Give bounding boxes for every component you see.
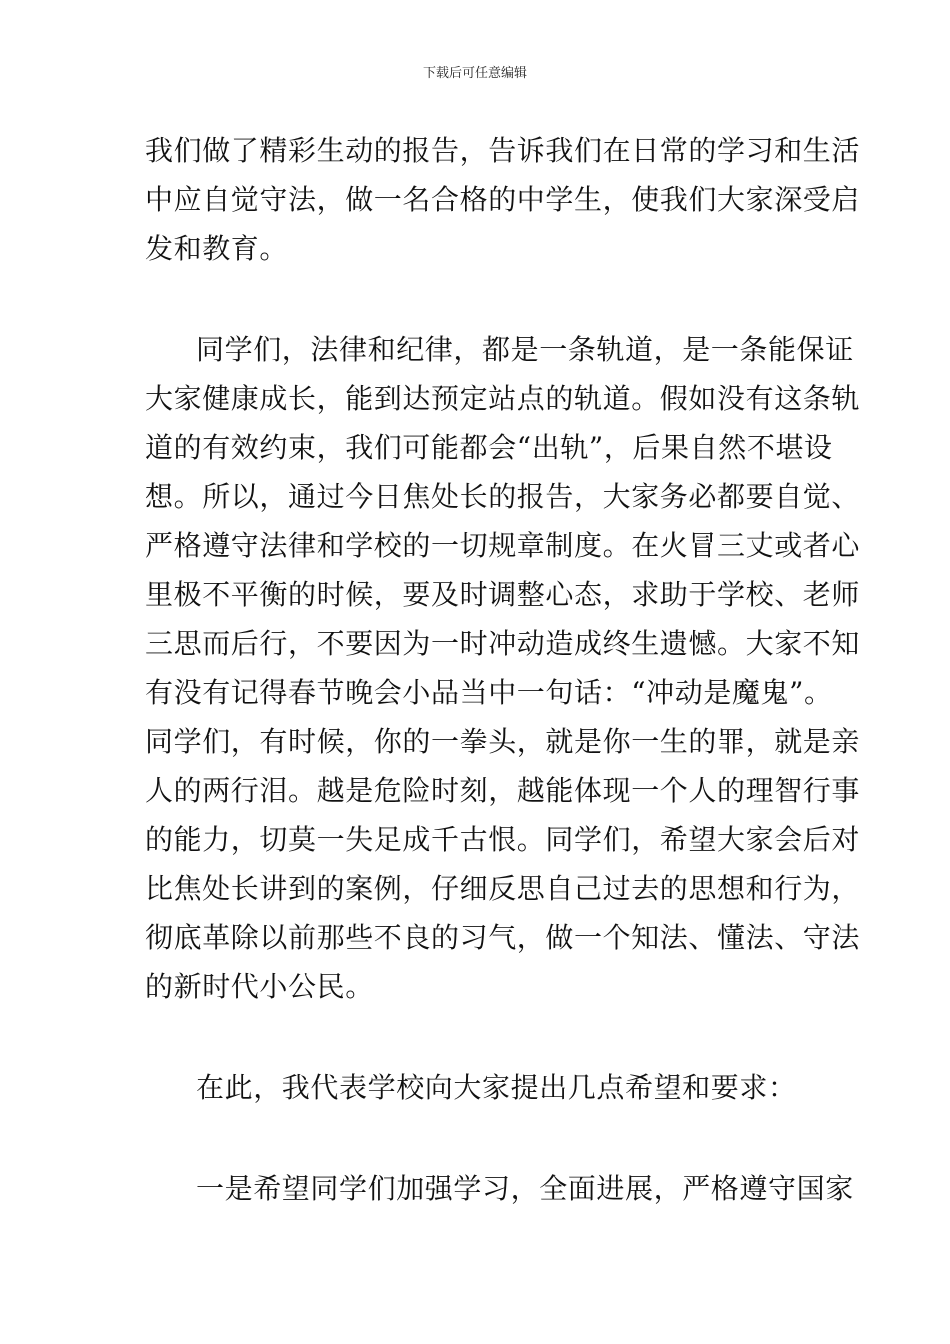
paragraph-2-line-5: 严格遵守法律和学校的一切规章制度。在火冒三丈或者心 (145, 529, 861, 562)
paragraph-2-line-11: 的能力，切莫一失足成千古恨。同学们，希望大家会后对 (145, 823, 861, 856)
paragraph-2-line-10: 人的两行泪。越是危险时刻，越能体现一个人的理智行事 (145, 774, 861, 807)
paragraph-2-line-8: 有没有记得春节晚会小品当中一句话：“冲动是魔鬼”。 (145, 676, 833, 709)
paragraph-2-line-2: 大家健康成长，能到达预定站点的轨道。假如没有这条轨 (145, 382, 861, 415)
paragraph-4-line-1: 一是希望同学们加强学习，全面进展，严格遵守国家 (196, 1172, 854, 1205)
page-header-note: 下载后可任意编辑 (422, 66, 527, 81)
paragraph-1-line-1: 我们做了精彩生动的报告，告诉我们在日常的学习和生活 (145, 134, 861, 167)
paragraph-3-line-1: 在此，我代表学校向大家提出几点希望和要求： (196, 1071, 797, 1104)
paragraph-2-line-4: 想。所以，通过今日焦处长的报告，大家务必都要自觉、 (145, 480, 861, 513)
paragraph-2-line-7: 三思而后行，不要因为一时冲动造成终生遗憾。大家不知 (145, 627, 861, 660)
paragraph-2-line-3: 道的有效约束，我们可能都会“出轨”，后果自然不堪设 (145, 431, 833, 464)
paragraph-2-line-14: 的新时代小公民。 (145, 970, 374, 1003)
paragraph-2-line-6: 里极不平衡的时候，要及时调整心态，求助于学校、老师 (145, 578, 861, 611)
paragraph-2-line-12: 比焦处长讲到的案例，仔细反思自己过去的思想和行为， (145, 872, 861, 905)
paragraph-2-line-1: 同学们，法律和纪律，都是一条轨道，是一条能保证 (196, 333, 854, 366)
paragraph-1-line-2: 中应自觉守法，做一名合格的中学生，使我们大家深受启 (145, 183, 861, 216)
paragraph-2-line-13: 彻底革除以前那些不良的习气，做一个知法、懂法、守法 (145, 921, 861, 954)
paragraph-1-line-3: 发和教育。 (145, 232, 289, 265)
paragraph-2-line-9: 同学们，有时候，你的一拳头，就是你一生的罪，就是亲 (145, 725, 861, 758)
